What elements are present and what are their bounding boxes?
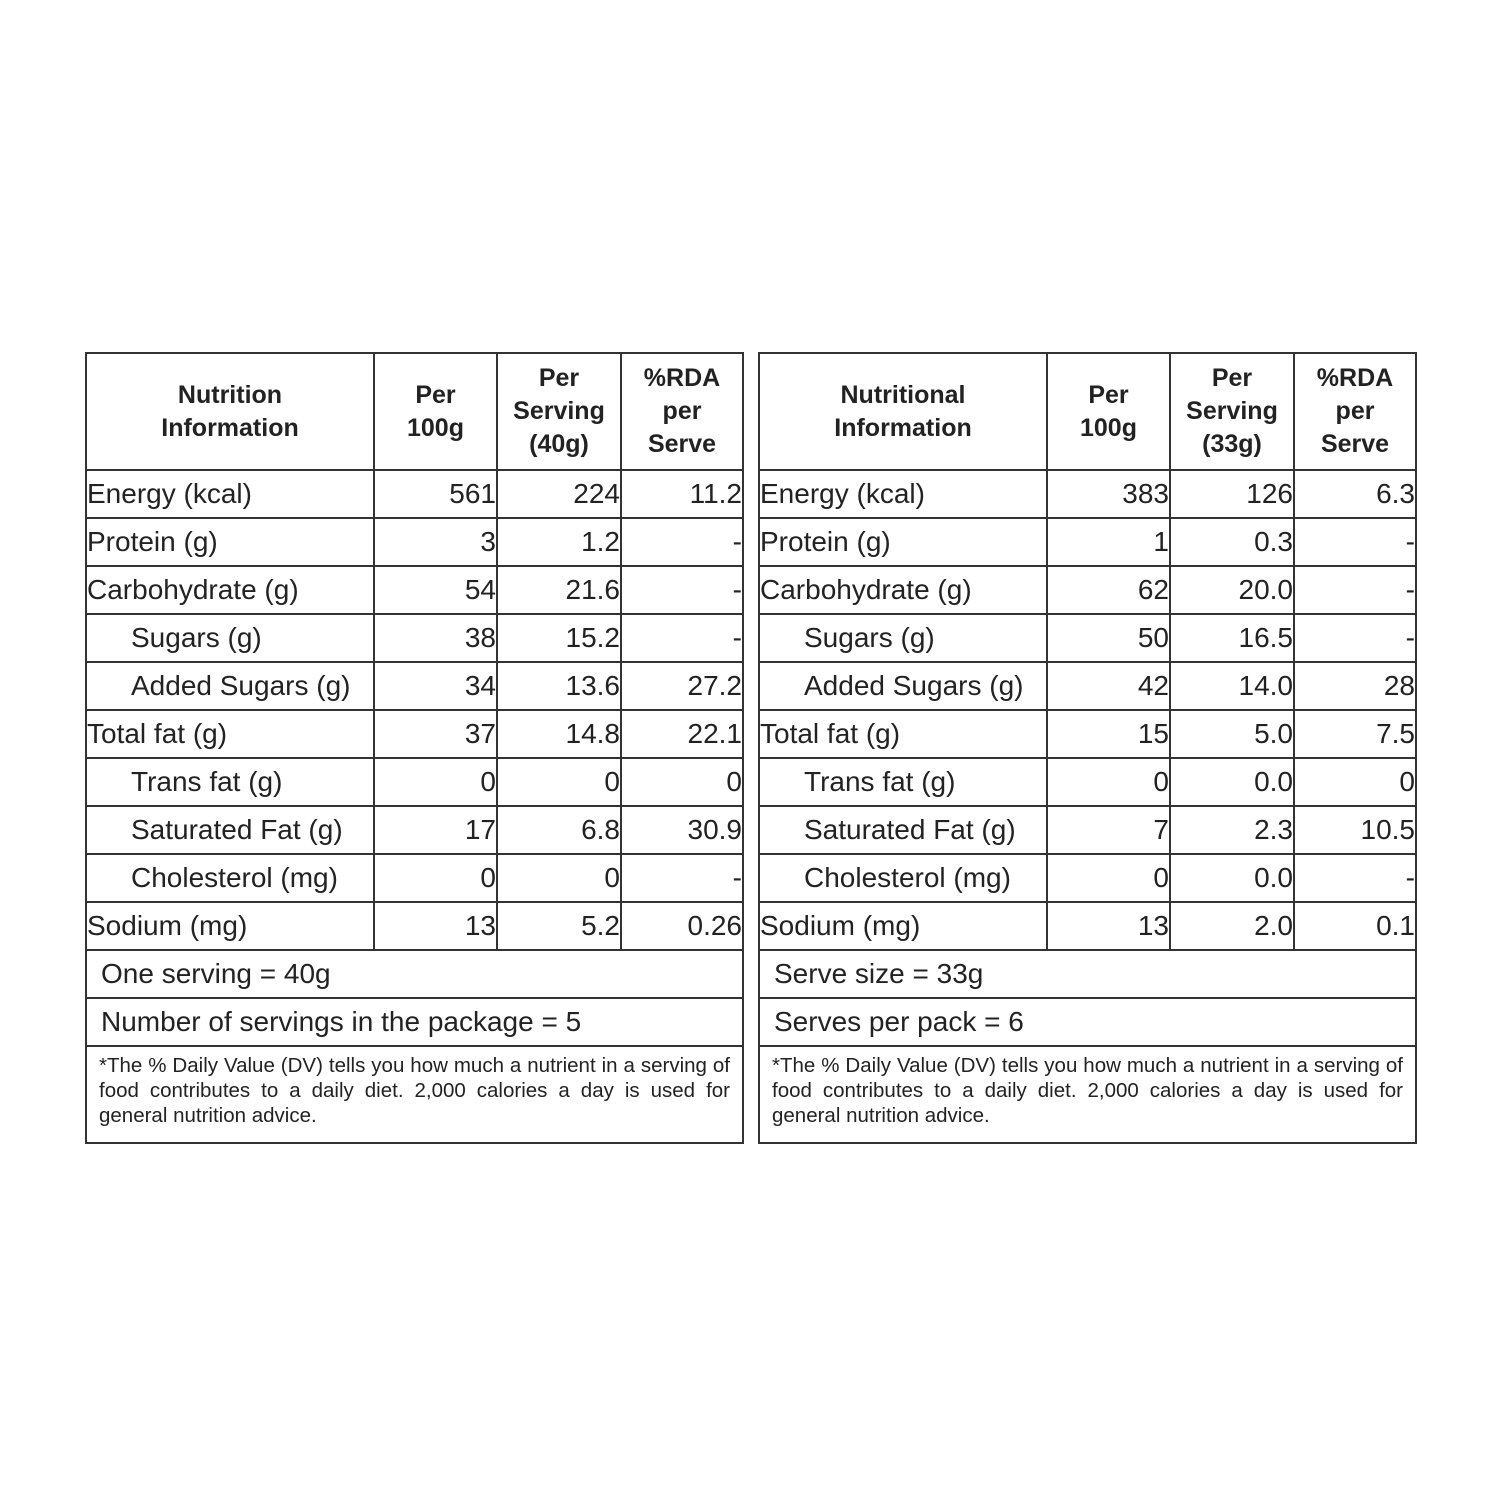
header-per-100g: Per 100g [374, 354, 497, 470]
nutrient-name: Total fat (g) [760, 710, 1047, 758]
table-header-row [760, 354, 1415, 470]
table-row [87, 902, 742, 950]
rda-value: - [1294, 518, 1415, 566]
footnote-text: *The % Daily Value (DV) tells you how much a nutrient in a serving of food contributes to a daily diet. 2,000 calories a day is used for general nutrition advice. [760, 1046, 1415, 1142]
per-serving-value: 14.0 [1170, 662, 1294, 710]
header-rda: %RDA per Serve [621, 354, 742, 470]
per-100g-value: 7 [1047, 806, 1170, 854]
table-row [87, 854, 742, 902]
per-serving-value: 1.2 [497, 518, 621, 566]
nutrition-panel-right [758, 352, 1417, 1144]
table-header-row [87, 354, 742, 470]
serving-size-row [760, 950, 1415, 998]
servings-count-text: Serves per pack = 6 [760, 998, 1415, 1046]
per-100g-value: 42 [1047, 662, 1170, 710]
table-row [760, 518, 1415, 566]
nutrient-name: Cholesterol (mg) [87, 854, 374, 902]
rda-value: 30.9 [621, 806, 742, 854]
per-100g-value: 17 [374, 806, 497, 854]
header-per-serving: Per Serving (40g) [497, 354, 621, 470]
header-per-serving: Per Serving (33g) [1170, 354, 1294, 470]
footnote-row [760, 1046, 1415, 1142]
rda-value: 6.3 [1294, 470, 1415, 518]
nutrient-name: Sodium (mg) [760, 902, 1047, 950]
per-100g-value: 34 [374, 662, 497, 710]
rda-value: 10.5 [1294, 806, 1415, 854]
per-serving-value: 14.8 [497, 710, 621, 758]
rda-value: - [621, 614, 742, 662]
rda-value: 0.1 [1294, 902, 1415, 950]
rda-value: - [1294, 566, 1415, 614]
per-100g-value: 15 [1047, 710, 1170, 758]
table-row [760, 758, 1415, 806]
table-row [87, 470, 742, 518]
header-rda: %RDA per Serve [1294, 354, 1415, 470]
per-serving-value: 0 [497, 854, 621, 902]
footnote-text: *The % Daily Value (DV) tells you how much a nutrient in a serving of food contributes to a daily diet. 2,000 calories a day is used for general nutrition advice. [87, 1046, 742, 1142]
nutrient-name: Protein (g) [760, 518, 1047, 566]
nutrient-name: Added Sugars (g) [87, 662, 374, 710]
nutrient-name: Added Sugars (g) [760, 662, 1047, 710]
per-serving-value: 224 [497, 470, 621, 518]
nutrition-table [87, 354, 742, 1142]
rda-value: 11.2 [621, 470, 742, 518]
rda-value: 22.1 [621, 710, 742, 758]
per-serving-value: 0.3 [1170, 518, 1294, 566]
table-row [87, 758, 742, 806]
nutrient-name: Energy (kcal) [87, 470, 374, 518]
per-100g-value: 50 [1047, 614, 1170, 662]
per-serving-value: 0.0 [1170, 758, 1294, 806]
rda-value: 27.2 [621, 662, 742, 710]
table-row [760, 854, 1415, 902]
serving-size-text: Serve size = 33g [760, 950, 1415, 998]
per-100g-value: 383 [1047, 470, 1170, 518]
per-100g-value: 13 [1047, 902, 1170, 950]
nutrient-name: Saturated Fat (g) [760, 806, 1047, 854]
per-100g-value: 54 [374, 566, 497, 614]
servings-count-text: Number of servings in the package = 5 [87, 998, 742, 1046]
per-100g-value: 38 [374, 614, 497, 662]
per-serving-value: 126 [1170, 470, 1294, 518]
per-100g-value: 561 [374, 470, 497, 518]
table-row [760, 662, 1415, 710]
nutrient-name: Carbohydrate (g) [760, 566, 1047, 614]
header-nutrient: Nutrition Information [87, 354, 374, 470]
per-100g-value: 3 [374, 518, 497, 566]
table-row [87, 806, 742, 854]
table-row [87, 614, 742, 662]
rda-value: - [621, 566, 742, 614]
per-serving-value: 13.6 [497, 662, 621, 710]
nutrition-panel-left [85, 352, 744, 1144]
per-serving-value: 2.3 [1170, 806, 1294, 854]
nutrient-name: Cholesterol (mg) [760, 854, 1047, 902]
nutrient-name: Energy (kcal) [760, 470, 1047, 518]
per-serving-value: 5.2 [497, 902, 621, 950]
per-serving-value: 0 [497, 758, 621, 806]
per-serving-value: 2.0 [1170, 902, 1294, 950]
nutrient-name: Trans fat (g) [87, 758, 374, 806]
servings-count-row [87, 998, 742, 1046]
table-row [760, 902, 1415, 950]
per-100g-value: 13 [374, 902, 497, 950]
per-100g-value: 1 [1047, 518, 1170, 566]
table-row [87, 662, 742, 710]
nutrient-name: Sugars (g) [87, 614, 374, 662]
rda-value: 0.26 [621, 902, 742, 950]
nutrient-name: Saturated Fat (g) [87, 806, 374, 854]
nutrient-name: Sodium (mg) [87, 902, 374, 950]
nutrient-name: Total fat (g) [87, 710, 374, 758]
per-serving-value: 16.5 [1170, 614, 1294, 662]
header-per-100g: Per 100g [1047, 354, 1170, 470]
serving-size-row [87, 950, 742, 998]
per-100g-value: 0 [374, 854, 497, 902]
nutrient-name: Sugars (g) [760, 614, 1047, 662]
per-serving-value: 0.0 [1170, 854, 1294, 902]
per-100g-value: 0 [1047, 758, 1170, 806]
rda-value: - [1294, 614, 1415, 662]
header-nutrient: Nutritional Information [760, 354, 1047, 470]
rda-value: 7.5 [1294, 710, 1415, 758]
per-serving-value: 20.0 [1170, 566, 1294, 614]
rda-value: 0 [621, 758, 742, 806]
table-row [760, 614, 1415, 662]
per-serving-value: 5.0 [1170, 710, 1294, 758]
table-row [760, 470, 1415, 518]
rda-value: 0 [1294, 758, 1415, 806]
table-row [87, 710, 742, 758]
footnote-row [87, 1046, 742, 1142]
servings-count-row [760, 998, 1415, 1046]
per-serving-value: 6.8 [497, 806, 621, 854]
rda-value: - [621, 854, 742, 902]
table-row [87, 566, 742, 614]
rda-value: - [621, 518, 742, 566]
table-row [760, 566, 1415, 614]
nutrient-name: Carbohydrate (g) [87, 566, 374, 614]
per-100g-value: 62 [1047, 566, 1170, 614]
nutrient-name: Trans fat (g) [760, 758, 1047, 806]
nutrition-table [760, 354, 1415, 1142]
table-row [760, 806, 1415, 854]
rda-value: 28 [1294, 662, 1415, 710]
per-100g-value: 0 [374, 758, 497, 806]
per-serving-value: 15.2 [497, 614, 621, 662]
table-row [87, 518, 742, 566]
per-100g-value: 37 [374, 710, 497, 758]
table-row [760, 710, 1415, 758]
serving-size-text: One serving = 40g [87, 950, 742, 998]
per-100g-value: 0 [1047, 854, 1170, 902]
nutrient-name: Protein (g) [87, 518, 374, 566]
rda-value: - [1294, 854, 1415, 902]
per-serving-value: 21.6 [497, 566, 621, 614]
